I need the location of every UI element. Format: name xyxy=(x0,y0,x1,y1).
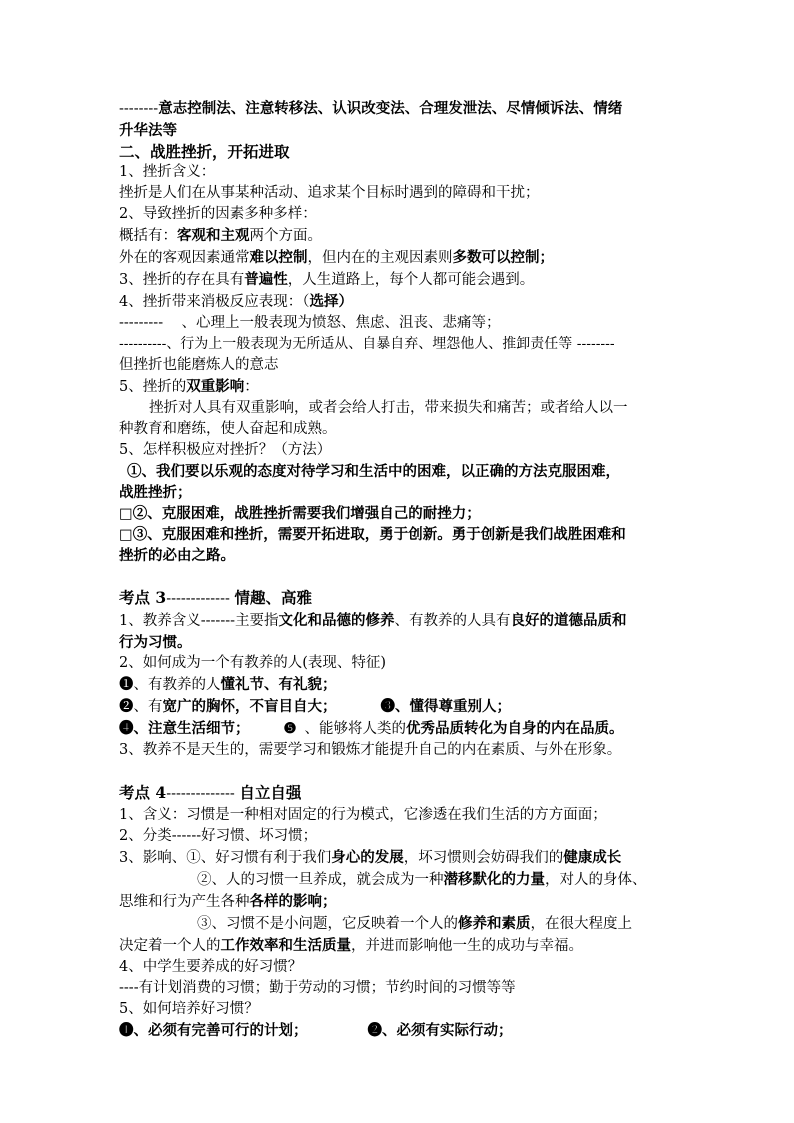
point4-cultivate-items xyxy=(119,1020,679,1042)
text: ❷、有 xyxy=(119,699,163,715)
heading-text: 情趣、高雅 xyxy=(234,588,313,607)
frustration-meaning-text: 挫折是人们在从事某种活动、追求某个目标时遇到的障碍和干扰； xyxy=(119,185,540,201)
text: ，坏习惯则会妨碍我们的 xyxy=(403,850,564,866)
bold-text: ❸、懂得尊重别人； xyxy=(380,698,511,715)
text: ❶、有教养的人 xyxy=(119,677,221,693)
text: ： xyxy=(244,379,259,395)
bold-text: ） xyxy=(338,293,353,310)
point3-how-label: 2、如何成为一个有教养的人(表现、特征) xyxy=(119,655,387,671)
dash: -------- xyxy=(119,101,159,117)
text: 概括有： xyxy=(119,228,177,244)
bold-text: 难以控制 xyxy=(249,249,308,266)
point4-effect-2 xyxy=(119,869,679,891)
text: ，并进而影响他一生的成功与幸福。 xyxy=(351,938,583,954)
text: 3、影响、①、好习惯有利于我们 xyxy=(119,850,332,866)
point4-def: 1、含义：习惯是一种相对固定的行为模式，它渗透在我们生活的方方面面； xyxy=(119,807,607,823)
point3-def-line xyxy=(119,610,679,632)
frustration-cope-2: □②、克服困难，战胜挫折需要我们增强自己的耐挫力； xyxy=(119,505,481,522)
text: ，但内在的主观因素则 xyxy=(307,250,453,266)
point4-effect-3b xyxy=(119,935,679,957)
bold-text: 修养和素质 xyxy=(458,915,531,932)
text: 、有教养的人具有 xyxy=(394,613,511,629)
bold-text: 文化和品德的修养 xyxy=(278,612,395,629)
frustration-causes-label: 2、导致挫折的因素多种多样： xyxy=(119,206,317,222)
point4-effect-3 xyxy=(119,913,679,935)
dash: --------- xyxy=(119,315,164,331)
frustration-behav-line xyxy=(119,334,679,355)
text: 4、挫折带来消极反应表现：（ xyxy=(119,294,310,310)
text: 两个方面。 xyxy=(249,228,322,244)
heading-text: 自立自强 xyxy=(239,783,302,802)
bold-text: 多数可以控制； xyxy=(452,249,554,266)
point3-items-4-5 xyxy=(119,718,679,740)
text: ，对人的身体、 xyxy=(545,872,647,888)
section-heading-frustration: 二、战胜挫折，开拓进取 xyxy=(119,142,290,161)
point4-class: 2、分类------好习惯、坏习惯； xyxy=(119,828,318,844)
frustration-negative-label xyxy=(119,291,679,313)
point4-habits-label: 4、中学生要养成的好习惯？ xyxy=(119,959,303,975)
frustration-meaning-label: 1、挫折含义： xyxy=(119,164,216,180)
frustration-universal-line xyxy=(119,269,679,291)
frustration-dual-text-1: 挫折对人具有双重影响，或者会给人打击，带来损失和痛苦；或者给人以一 xyxy=(149,400,628,416)
point4-cultivate-label: 5、如何培养好习惯？ xyxy=(119,1001,259,1017)
frustration-cope-3b: 挫折的必由之路。 xyxy=(119,547,235,564)
point3-items-2-3 xyxy=(119,696,679,718)
bold-text: 优秀品质转化为自身的内在品质。 xyxy=(406,720,624,737)
text: ③、习惯不是小问题，它反映着一个人的 xyxy=(197,916,458,932)
dash: ---------- xyxy=(119,336,167,352)
point3-def-line-2: 行为习惯。 xyxy=(119,634,192,651)
text: 主要指 xyxy=(235,613,279,629)
frustration-cope-3a: □③、克服困难和挫折，需要开拓进取，勇于创新。勇于创新是我们战胜困难和 xyxy=(119,526,626,543)
bold-text: 健康成长 xyxy=(563,849,622,866)
bold-text: 客观和主观 xyxy=(177,227,250,244)
bold-text: 普遍性 xyxy=(244,271,288,288)
text: 决定着一个人的 xyxy=(119,938,221,954)
bold-text: ❺ xyxy=(283,720,297,737)
dash: ------- xyxy=(200,613,236,629)
text: 3、挫折的存在具有 xyxy=(119,272,245,288)
text: 、心理上一般表现为愤怒、焦虑、沮丧、悲痛等； xyxy=(181,315,501,331)
text: ②、人的习惯一旦养成，就会成为一种 xyxy=(197,872,444,888)
emotion-methods-line-1 xyxy=(119,98,679,120)
point3-item-6: 3、教养不是天生的，需要学习和锻炼才能提升自己的内在素质、与外在形象。 xyxy=(119,742,622,758)
text: 5、挫折的 xyxy=(119,379,187,395)
frustration-dual-label xyxy=(119,376,679,398)
heading-text: 考点 3 xyxy=(119,588,167,607)
frustration-psych-line xyxy=(119,313,679,334)
emotion-methods-text: 意志控制法、注意转移法、认识改变法、合理发泄法、尽情倾诉法、情绪 xyxy=(158,100,623,117)
point3-item-1 xyxy=(119,674,679,696)
text: ，在很大程度上 xyxy=(530,916,632,932)
dash: -------- xyxy=(576,336,615,352)
bold-text: 良好的道德品质和 xyxy=(510,612,627,629)
frustration-causes-summary xyxy=(119,225,679,247)
spacer xyxy=(119,761,679,782)
bold-text: ❹、注意生活细节； xyxy=(119,720,250,737)
frustration-cope-label: 5、怎样积极应对挫折？（方法） xyxy=(119,442,332,458)
bold-text: 身心的发展 xyxy=(331,849,404,866)
point4-effect-1 xyxy=(119,847,679,869)
dash: -------------- xyxy=(166,786,240,802)
emotion-methods-line-2: 升华法等 xyxy=(119,122,177,139)
frustration-dual-text-2: 种教育和磨练，使人奋起和成熟。 xyxy=(119,421,337,437)
frustration-temper-line: 但挫折也能磨炼人的意志 xyxy=(119,357,279,373)
bold-text: ❷、必须有实际行动； xyxy=(367,1022,513,1039)
bold-text: 宽广的胸怀，不盲目自大； xyxy=(162,698,337,715)
bold-text: 各样的影响； xyxy=(249,893,337,910)
text: 思维和行为产生各种 xyxy=(119,894,250,910)
text: ，人生道路上，每个人都可能会遇到。 xyxy=(287,272,535,288)
text: 外在的客观因素通常 xyxy=(119,250,250,266)
spacer xyxy=(119,566,679,587)
frustration-cope-1a: ①、我们要以乐观的态度对待学习和生活中的困难，以正确的方法克服困难， xyxy=(127,463,620,480)
bold-text: 工作效率和生活质量 xyxy=(220,937,351,954)
text: 、行为上一般表现为无所适从、自暴自弃、埋怨他人、推卸责任等 xyxy=(166,336,573,352)
frustration-cope-1b: 战胜挫折； xyxy=(119,484,192,501)
bold-text: 选择 xyxy=(309,293,339,310)
document-page xyxy=(119,98,679,1042)
text: 、能够将人类的 xyxy=(304,721,406,737)
bold-text: 懂礼节、有礼貌； xyxy=(220,676,337,693)
point4-heading xyxy=(119,782,679,805)
bold-text: 潜移默化的力量 xyxy=(443,871,545,888)
text: 1、教养含义 xyxy=(119,613,201,629)
point4-effect-2b xyxy=(119,891,679,913)
bold-text: ❶、必须有完善可行的计划； xyxy=(119,1022,308,1039)
point4-habits-text: ----有计划消费的习惯；勤于劳动的习惯；节约时间的习惯等等 xyxy=(119,980,516,996)
frustration-control-line xyxy=(119,247,679,269)
dash: ------------- xyxy=(166,591,235,607)
bold-text: 双重影响 xyxy=(186,378,245,395)
point3-heading xyxy=(119,587,679,610)
heading-text: 考点 4 xyxy=(119,783,167,802)
